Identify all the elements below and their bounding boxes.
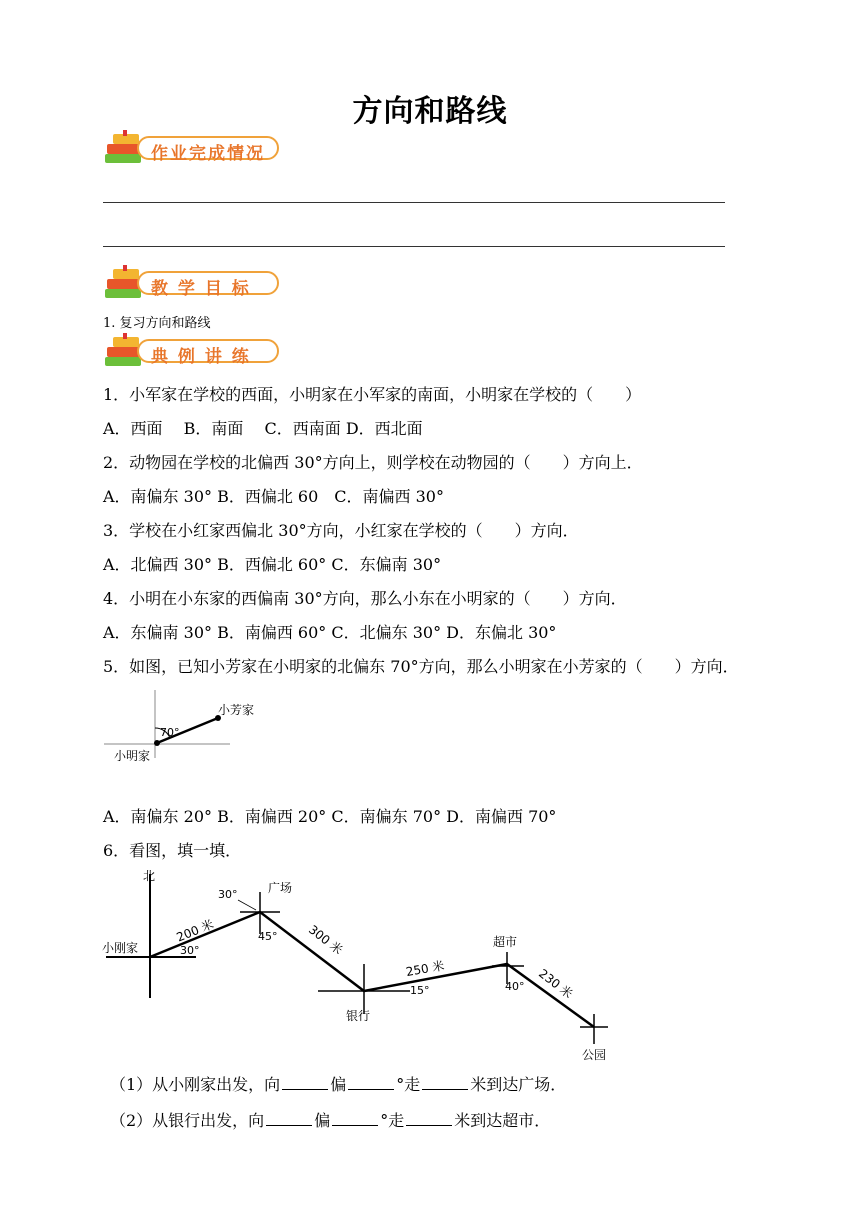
location-label: 小明家 xyxy=(114,749,151,763)
question-2-stem: 2．动物园在学校的北偏西 30°方向上，则学校在动物园的（ ）方向上． xyxy=(103,453,643,472)
distance-label: 300 米 xyxy=(306,922,346,958)
direction-figure xyxy=(100,686,280,770)
question-4-options: A．东偏南 30° B．南偏西 60° C．北偏东 30° D．东偏北 30° xyxy=(103,623,557,642)
question-2-options: A．南偏东 30° B．西偏北 60 C．南偏西 30° xyxy=(103,487,444,506)
answer-blank[interactable] xyxy=(406,1111,452,1126)
answer-line xyxy=(103,202,725,203)
angle-label: 40° xyxy=(505,980,525,993)
badge-label: 教 学 目 标 xyxy=(151,279,251,299)
answer-blank[interactable] xyxy=(266,1111,312,1126)
angle-label: 45° xyxy=(258,930,278,943)
badge-label: 典 例 讲 练 xyxy=(151,347,251,367)
question-3-stem: 3．学校在小红家西偏北 30°方向，小红家在学校的（ ）方向． xyxy=(103,521,579,540)
angle-label: 30° xyxy=(180,944,200,957)
distance-label: 230 米 xyxy=(536,966,576,1002)
north-label: 北 xyxy=(143,869,156,883)
route-map xyxy=(100,864,620,1064)
section-badge-examples xyxy=(103,331,281,371)
question-3-options: A．北偏西 30° B．西偏北 60° C．东偏南 30° xyxy=(103,555,442,574)
goal-item: 1. 复习方向和路线 xyxy=(103,316,211,331)
page-title: 方向和路线 xyxy=(352,94,508,129)
location-label: 小刚家 xyxy=(102,941,139,955)
answer-blank[interactable] xyxy=(422,1075,468,1090)
answer-blank[interactable] xyxy=(332,1111,378,1126)
angle-label: 15° xyxy=(410,984,430,997)
location-label: 银行 xyxy=(346,1009,371,1023)
question-6-stem: 6．看图，填一填． xyxy=(103,841,242,860)
angle-label: 70° xyxy=(160,726,180,739)
answer-blank[interactable] xyxy=(282,1075,328,1090)
question-5-stem: 5．如图，已知小芳家在小明家的北偏东 70°方向，那么小明家在小芳家的（ ）方向． xyxy=(103,657,739,676)
question-1-options: A．西面 B．南面 C．西南面 D．西北面 xyxy=(103,419,423,438)
answer-blank[interactable] xyxy=(348,1075,394,1090)
distance-label: 200 米 xyxy=(174,916,216,945)
distance-label: 250 米 xyxy=(404,958,446,980)
section-badge-homework xyxy=(103,128,281,168)
fill-in-2: （2）从银行出发，向 偏 °走 米到达超市． xyxy=(110,1111,551,1130)
fill-in-1: （1）从小刚家出发，向 偏 °走 米到达广场． xyxy=(110,1075,567,1094)
angle-label: 30° xyxy=(218,888,238,901)
question-4-stem: 4．小明在小东家的西偏南 30°方向，那么小东在小明家的（ ）方向． xyxy=(103,589,627,608)
question-5-options: A．南偏东 20° B．南偏西 20° C．南偏东 70° D．南偏西 70° xyxy=(103,807,557,826)
location-label: 广场 xyxy=(268,881,293,895)
question-1-stem: 1．小军家在学校的西面，小明家在小军家的南面，小明家在学校的（ ） xyxy=(103,385,642,404)
location-label: 超市 xyxy=(493,935,518,949)
location-label: 公园 xyxy=(582,1048,607,1062)
badge-label: 作业完成情况 xyxy=(151,144,265,164)
location-label: 小芳家 xyxy=(218,703,255,717)
section-badge-goals xyxy=(103,263,281,303)
answer-line xyxy=(103,246,725,247)
